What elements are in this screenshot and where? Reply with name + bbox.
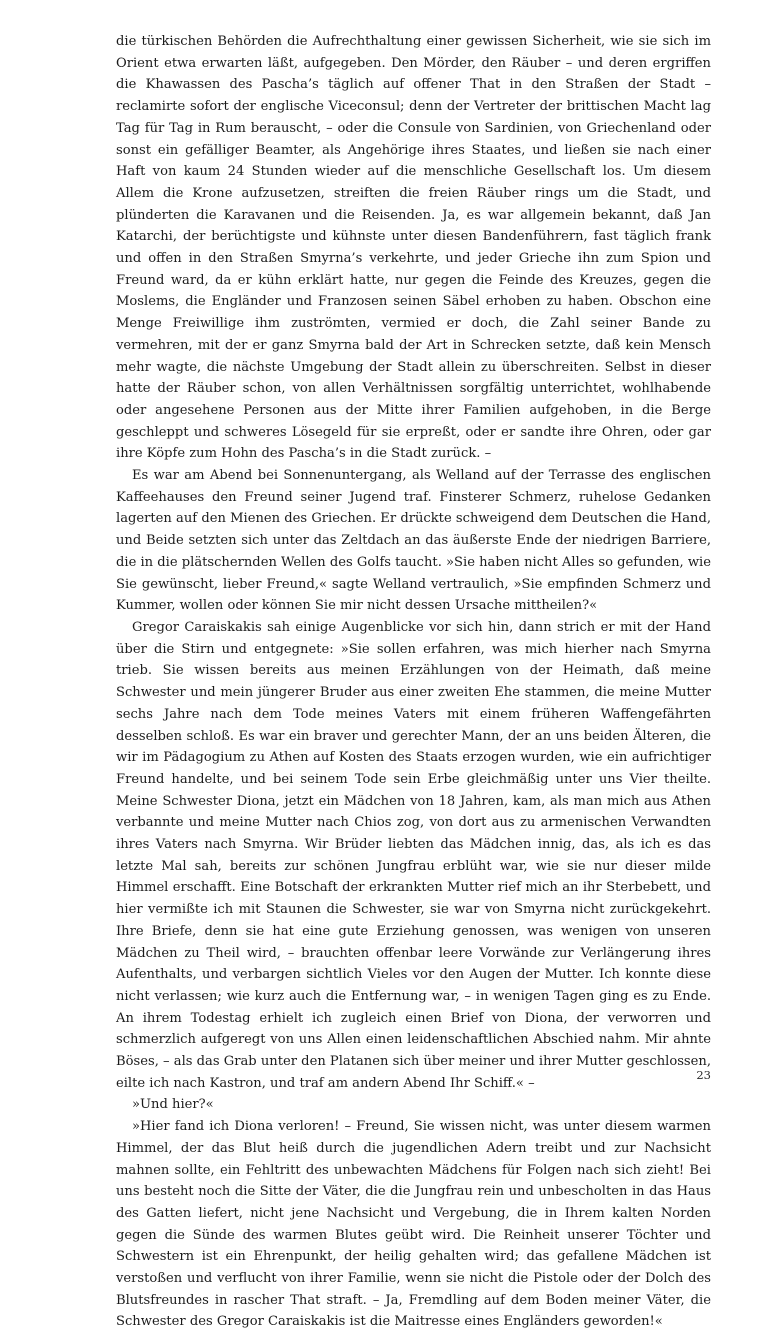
paragraph-1: die türkischen Behörden die Aufrechthaltung einer gewissen Sicherheit, wie sie sich im Orient etwa erwarten läßt, aufgegeben. Den Mörder, den Räuber – und deren ergriffen die Khawassen des Pascha’s täglich auf offener That in den Straßen der Stadt – reclamirte sofort der englische Viceconsul; denn der Vertreter der brittischen Macht lag Tag für Tag in Rum berauscht, – oder die Consule von Sardinien, von Griechenland oder sonst ein gefälliger Beamter, als Angehörige ihres Staates, und ließen sie nach einer Haft von kaum 24 Stunden wieder auf die menschliche Gesellschaft los. Um diesem Allem die Krone aufzusetzen, streiften die freien Räuber rings um die Stadt, und plünderten die Karavanen und die Reisenden. Ja, es war allgemein bekannt, daß Jan Katarchi, der berüchtigste und kühnste unter diesen Bandenführern, fast täglich frank und offen in den Straßen Smyrna’s verkehrte, und jeder Grieche ihn zum Spion und Freund ward, da er kühn erklärt hatte, nur gegen die Feinde des Kreuzes, gegen die Moslems, die Engländer und Franzosen seinen Säbel erhoben zu haben. Obschon eine Menge Freiwillige ihm zuströmten, vermied er doch, die Zahl seiner Bande zu vermehren, mit der er ganz Smyrna bald der Art in Schrecken setzte, daß kein Mensch mehr wagte, die nächste Umgebung der Stadt allein zu überschreiten. Selbst in dieser hatte der Räuber schon, von allen Verhältnissen sorgfältig unterrichtet, wohlhabende oder angesehene Personen aus der Mitte ihrer Familien aufgehoben, in die Berge geschleppt und schweres Lösegeld für sie erpreßt, oder er sandte ihre Ohren, oder gar ihre Köpfe zum Hohn des Pascha’s in die Stadt zurück. –	[116, 34, 711, 462]
paragraph-2: Es war am Abend bei Sonnenuntergang, als Welland auf der Terrasse des englischen Kaffeehauses den Freund seiner Jugend traf. Finsterer Schmerz, ruhelose Gedanken lagerten auf den Mienen des Griechen. Er drückte schweigend dem Deutschen die Hand, und Beide setzten sich unter das Zeltdach an das äußerste Ende der niedrigen Barriere, die in die plätschernden Wellen des Golfs taucht. »Sie haben nicht Alles so gefunden, wie Sie gewünscht, lieber Freund,« sagte Welland vertraulich, »Sie empfinden Schmerz und Kummer, wollen oder können Sie mir nicht dessen Ursache mittheilen?«	[116, 468, 711, 614]
paragraph-3: Gregor Caraiskakis sah einige Augenblicke vor sich hin, dann strich er mit der Hand über die Stirn und entgegnete: »Sie sollen erfahren, was mich hierher nach Smyrna trieb. Sie wissen bereits aus meinen Erzählungen von der Heimath, daß meine Schwester und mein jüngerer Bruder aus einer zweiten Ehe stammen, die meine Mutter sechs Jahre nach dem Tode meines Vaters mit einem früheren Waffengefährten desselben schloß. Es war ein braver und gerechter Mann, der an uns beiden Älteren, die wir im Pädagogium zu Athen auf Kosten des Staats erzogen wurden, wie ein aufrichtiger Freund handelte, und bei seinem Tode sein Erbe gleichmäßig unter uns Vier theilte. Meine Schwester Diona, jetzt ein Mädchen von 18 Jahren, kam, als man mich aus Athen verbannte und meine Mutter nach Chios zog, von dort aus zu armenischen Verwandten ihres Vaters nach Smyrna. Wir Brüder liebten das Mädchen innig, das, als ich es das letzte Mal sah, bereits zur schönen Jungfrau erblüht war, wie sie nur dieser milde Himmel erschafft. Eine Botschaft der erkrankten Mutter rief mich an ihr Sterbebett, und hier vermißte ich mit Staunen die Schwester, sie war von Smyrna nicht zurückgekehrt. Ihre Briefe, denn sie hat eine gute Erziehung genossen, was wenigen von unseren Mädchen zu Theil wird, – brauchten offenbar leere Vorwände zur Verlängerung ihres Aufenthalts, und verbargen sichtlich Vieles vor den Augen der Mutter. Ich konnte diese nicht verlassen; wie kurz auch die Entfernung war, – in wenigen Tagen ging es zu Ende. An ihrem Todestag erhielt ich zugleich einen Brief von Diona, der verworren und schmerzlich aufgeregt von uns Allen einen leidenschaftlichen Abschied nahm. Mir ahnte Böses, – als das Grab unter den Platanen sich über meiner und ihrer Mutter geschlossen, eilte ich nach Kastron, und traf am andern Abend Ihr Schiff.« –	[116, 619, 711, 1091]
paragraph-4: »Und hier?«	[132, 1097, 214, 1113]
page-body	[116, 31, 711, 1333]
page-number: 23	[696, 1068, 711, 1082]
paragraph-5: »Hier fand ich Diona verloren! – Freund, Sie wissen nicht, was unter diesem warmen Himmel, der das Blut heiß durch die jugendlichen Adern treibt und zur Nachsicht mahnen sollte, ein Fehltritt des unbewachten Mädchens für Folgen nach sich zieht! Bei uns besteht noch die Sitte der Väter, die die Jungfrau rein und unbescholten in das Haus des Gatten liefert, nicht jene Nachsicht und Vergebung, die in Ihrem kalten Norden gegen die Sünde des warmen Blutes geübt wird. Die Reinheit unserer Töchter und Schwestern ist ein Ehrenpunkt, der heilig gehalten wird; das gefallene Mädchen ist verstoßen und verflucht von ihrer Familie, wenn sie nicht die Pistole oder der Dolch des Blutsfreundes in rascher That straft. – Ja, Fremdling auf dem Boden meiner Väter, die Schwester des Gregor Caraiskakis ist die Maitresse eines Engländers geworden!«	[116, 1119, 711, 1330]
